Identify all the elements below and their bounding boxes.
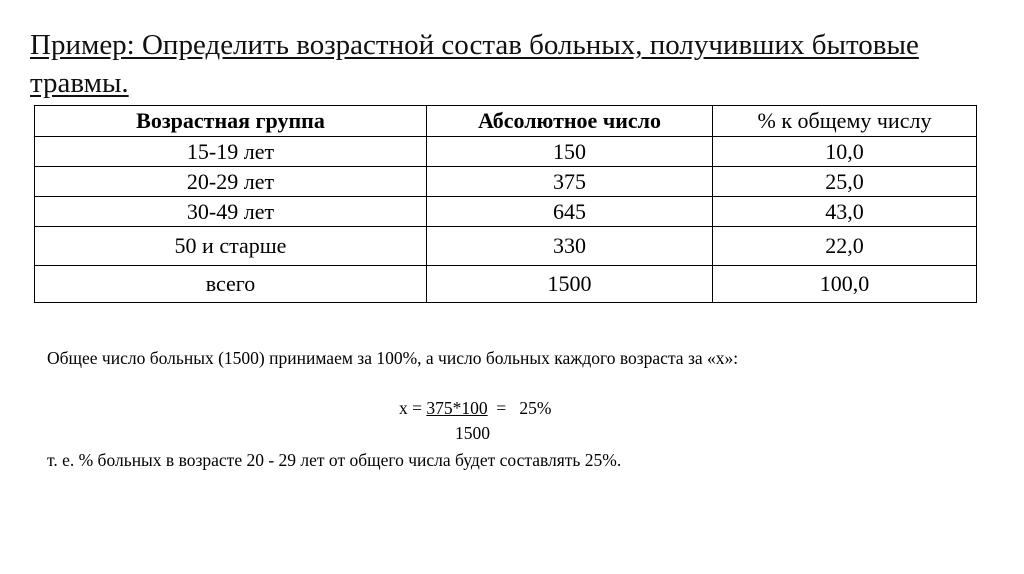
table-total-row — [35, 266, 977, 303]
header-absolute-number: Абсолютное число — [427, 106, 713, 137]
cell-absolute-number: 1500 — [427, 266, 713, 303]
cell-age-group: 50 и старше — [35, 227, 427, 266]
cell-percent: 100,0 — [713, 266, 977, 303]
table-header-row — [35, 106, 977, 137]
table-row — [35, 137, 977, 167]
cell-absolute-number: 645 — [427, 197, 713, 227]
header-percent: % к общему числу — [713, 106, 977, 137]
formula-numerator: 375*100 — [426, 398, 488, 418]
table-row — [35, 227, 977, 266]
formula-denominator: 1500 — [455, 423, 490, 443]
cell-percent: 43,0 — [713, 197, 977, 227]
cell-absolute-number: 375 — [427, 167, 713, 197]
cell-percent: 10,0 — [713, 137, 977, 167]
cell-age-group: 15-19 лет — [35, 137, 427, 167]
table-row — [35, 197, 977, 227]
formula-lhs: х = — [399, 398, 427, 418]
table-row — [35, 167, 977, 197]
age-structure-table — [34, 105, 977, 303]
cell-absolute-number: 150 — [427, 137, 713, 167]
page-title: Пример: Определить возрастной состав больных, получивших бытовые травмы. — [30, 29, 919, 99]
cell-age-group: всего — [35, 266, 427, 303]
cell-percent: 25,0 — [713, 167, 977, 197]
cell-percent: 22,0 — [713, 227, 977, 266]
cell-age-group: 30-49 лет — [35, 197, 427, 227]
explanation-text: Общее число больных (1500) принимаем за 100%, а число больных каждого возраста за «х»: — [47, 348, 739, 368]
cell-age-group: 20-29 лет — [35, 167, 427, 197]
formula — [399, 397, 551, 419]
cell-absolute-number: 330 — [427, 227, 713, 266]
conclusion-text: т. е. % больных в возрасте 20 - 29 лет от общего числа будет составлять 25%. — [47, 450, 622, 470]
header-age-group: Возрастная группа — [35, 106, 427, 137]
formula-result: = 25% — [487, 398, 552, 418]
